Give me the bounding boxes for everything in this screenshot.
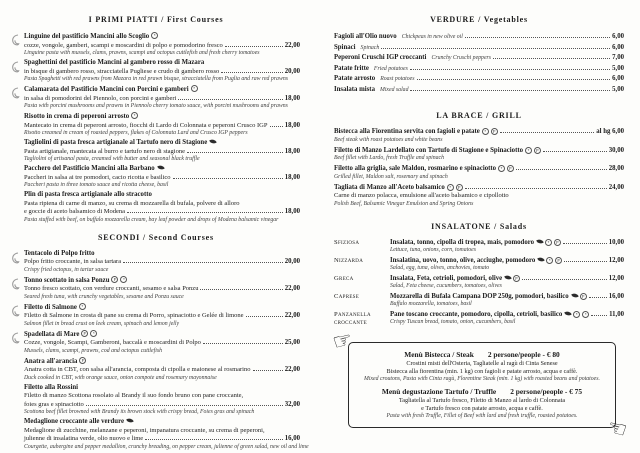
dotted-leader xyxy=(253,370,283,371)
veg-name-en: Chickpeas in new olive oil xyxy=(401,34,463,40)
dish-price: 30,00 xyxy=(608,146,624,154)
dish-desc: Filetto di Salmone in crosta di pane su crema di Porro, spinaciotto e Gelée di limone xyxy=(24,312,244,319)
salad-label: Caprese xyxy=(334,292,360,300)
dish-salmone xyxy=(12,303,300,328)
dish-desc: in bisque di gambero rosso, stracciatella Pugliese e crudo di gambero rosso xyxy=(24,67,220,75)
allergen-f-icon: F xyxy=(534,147,541,154)
frozen-icon: * xyxy=(525,147,532,154)
grill-item-fiorentina xyxy=(334,128,624,144)
menu-title: Menù degustazione Tartufo / Truffle xyxy=(381,387,497,396)
frozen-icon: * xyxy=(447,184,454,191)
dotted-leader xyxy=(200,289,282,290)
dish-desc: foies gras e spinaciotto xyxy=(24,400,84,408)
dish-name: Linguine del pastificio Mancini allo Scoglio xyxy=(24,33,150,40)
dish-desc-en: Polish Beef, Balsamic Vinegar Emulsion and Spring Onions xyxy=(334,200,474,207)
leaf-icon xyxy=(565,309,573,316)
dish-desc-en: Mussels, clams, scampi, prawns, cod and octopus cuttlefish xyxy=(24,347,162,354)
allergen-f-icon: F xyxy=(456,184,463,191)
dotted-leader xyxy=(564,261,606,262)
salad-price: 16,00 xyxy=(608,292,624,300)
dotted-leader xyxy=(86,405,283,406)
dish-name: Calamarata del Pastificio Mancini con Porcini e gamberi xyxy=(24,86,189,93)
veg-item xyxy=(334,43,624,54)
dish-desc-en: Courgette, aubergine and pepper medallion, crunchy breading, on pepper cream, julienne of green salad, new oil and lime xyxy=(24,443,309,450)
shrimp-icon xyxy=(11,86,20,98)
leaf-icon xyxy=(126,417,134,424)
section-title-salads: INSALATONE / Salads xyxy=(431,221,527,231)
shrimp-icon xyxy=(11,251,20,263)
dish-desc-line1: Medaglione di zucchine, melanzane e peperoni, impanatura croccante, su crema di peperoni, xyxy=(24,426,265,434)
dish-name: Tagliolini di pasta fresca artigianale al Tartufo nero di Stagione xyxy=(24,139,208,146)
allergen-f-icon: F xyxy=(507,165,514,172)
dish-name: Tonno scottato in salsa Ponzu xyxy=(24,276,110,284)
leaf-icon xyxy=(571,291,579,298)
dish-rossini xyxy=(12,384,300,417)
shrimp-icon xyxy=(11,331,20,343)
dotted-leader xyxy=(381,48,610,49)
set-menus-box xyxy=(330,326,630,444)
salad-desc-en: Crispy Tuscan bread, tomato, onion, cucumbers, basil xyxy=(390,319,516,325)
dish-name: Risotto in crema di peperoni arrosto xyxy=(24,113,130,120)
dish-desc: Tonno fresco scottato, con verdure croccanti, sesamo e salsa Ponzu xyxy=(24,285,199,292)
dish-price: 28,00 xyxy=(608,165,624,172)
dish-price: 18,00 xyxy=(284,121,300,129)
menu-line: e Tartufo fresco con patate arrosto, acqua e caffè. xyxy=(421,405,543,412)
salad-sfiziosa xyxy=(334,239,624,255)
dish-desc: Paccheri in salsa ai tre pomodori, cacio ricotta e basilico xyxy=(24,173,171,181)
dish-anatra xyxy=(12,357,300,382)
allergen-f-icon: F xyxy=(555,257,562,264)
frozen-icon: * xyxy=(582,311,589,318)
salad-label: Greca xyxy=(334,274,354,282)
salad-price: 11,00 xyxy=(609,310,624,318)
frozen-icon: * xyxy=(498,165,505,172)
veg-name-en: Mixed salad xyxy=(379,86,409,93)
menu-title: Menù Bistecca / Steak xyxy=(404,349,474,359)
dish-name: Filetto alla Rossini xyxy=(24,383,78,391)
salad-panzanella xyxy=(334,311,624,327)
dish-desc-en: Seared fresh tuna, with crunchy vegetables, sesame and Ponzu sauce xyxy=(24,293,184,300)
section-title-grill: LA BRACE / GRILL xyxy=(436,111,522,120)
dish-desc-en: Pasta Spaghetti with red prawns from Mazara in red prawn bisque, stracciatella from Puglia and raw red prawns xyxy=(24,76,288,82)
dish-spaghettini xyxy=(12,59,300,83)
veg-price: 6,00 xyxy=(612,33,624,40)
dish-price: 32,00 xyxy=(284,400,300,408)
dotted-leader xyxy=(410,69,610,70)
menu-tartufo xyxy=(361,387,603,421)
dish-price: 18,00 xyxy=(284,147,300,155)
dish-desc: Pasta artigianale, mantecata al burro e tartufo nero di stagione xyxy=(24,147,185,155)
dish-name: Plin di pasta fresca artigianale allo stracotto xyxy=(24,191,152,198)
veg-item xyxy=(334,85,624,96)
veg-name: Fagioli all'Olio nuovo xyxy=(334,33,397,40)
dotted-leader xyxy=(465,37,610,38)
grill-item-filetto-griglia xyxy=(334,165,624,181)
dish-price: 22,00 xyxy=(284,41,300,49)
menu-line-en: Pasta with fresh Truffle, Fillet of Beef with lard and fresh truffle, roasted potatoes. xyxy=(386,413,578,419)
dish-name: Tentacolo di Polpo fritto xyxy=(24,249,95,257)
dotted-leader xyxy=(178,99,282,100)
dish-desc: Mantecato in crema di peperoni arrosto, fiocchi di Lardo di Colonnata e peperoni Crusco IGP xyxy=(24,121,268,129)
menu-line: Bistecca alla fiorentina (min. 1 kg) con fagioli e patate arrosto, acqua e caffè. xyxy=(386,367,578,375)
dish-name: Filetto di Salmone xyxy=(24,303,77,311)
frozen-icon: * xyxy=(90,330,97,337)
allergen-f-icon: F xyxy=(580,293,587,300)
dish-pacchero xyxy=(12,165,300,189)
veg-name: Spinaci xyxy=(334,43,356,51)
dish-plin xyxy=(12,191,300,224)
allergen-f-icon: F xyxy=(81,330,88,337)
leaf-icon xyxy=(504,273,512,280)
pointing-hand-right-icon: ☞ xyxy=(330,326,356,356)
veg-price: 5,00 xyxy=(612,85,624,93)
veg-name: Patate fritte xyxy=(334,64,369,72)
dotted-leader xyxy=(173,178,283,179)
dish-name: Filetto alla griglia, sale Maldon, rosmarino e spinaciotto xyxy=(334,165,497,172)
salad-price: 12,00 xyxy=(608,274,624,282)
salad-price: 12,00 xyxy=(608,256,624,264)
menu-line: Crostini misti dell'Osteria, Tagliatelle al ragù di Cinta Senese xyxy=(406,359,558,367)
veg-item xyxy=(334,32,624,43)
dish-desc-en: Risotto creamed in cream of roasted peppers, flakes of Colonnata Lard and Crusco IGP peppers xyxy=(24,130,248,136)
dish-price: 20,00 xyxy=(284,67,300,75)
dish-desc: Polpo fritto croccante, in salsa tartara xyxy=(24,258,122,265)
allergen-f-icon: F xyxy=(513,275,520,282)
salad-label: Nizzarda xyxy=(334,256,364,264)
salad-price: 10,00 xyxy=(608,238,624,246)
dish-medaglione xyxy=(12,418,309,451)
frozen-icon: * xyxy=(131,112,138,119)
dish-desc: e goccie di aceto balsamico di Modena xyxy=(24,208,126,215)
frozen-icon: * xyxy=(120,276,127,283)
dish-desc-line1: Pasta ripiena di carne di manzo, su crema di mozzarella di bufala, polvere di alloro xyxy=(24,199,240,207)
section-title-primi: I PRIMI PIATTI / First Courses xyxy=(88,15,224,24)
allergen-f-icon: F xyxy=(79,357,86,364)
veg-name-en: Roast potatoes xyxy=(380,76,415,82)
frozen-icon: * xyxy=(573,311,580,318)
salad-caprese xyxy=(334,293,624,309)
dish-desc-en: Beef fillet with Lardo, fresh Truffle and spinach xyxy=(334,155,445,161)
dotted-leader xyxy=(127,212,283,213)
dish-tonno xyxy=(12,276,300,301)
veg-name: Patate arrosto xyxy=(334,75,376,82)
veg-item xyxy=(334,64,624,75)
dish-price: 24,00 xyxy=(608,183,624,191)
dotted-leader xyxy=(270,126,283,127)
dish-price: 22,00 xyxy=(284,312,300,319)
frozen-icon: * xyxy=(79,303,86,310)
dish-name: Medaglione croccante alle verdure xyxy=(24,418,124,425)
dotted-leader xyxy=(246,316,283,317)
dotted-leader xyxy=(465,188,607,189)
shrimp-icon xyxy=(11,304,20,316)
menu-line-en: Mixed croutons, Pasta with Cinta ragù, Florentine Steak (min. 1 kg) with roasted beans and potatoes. xyxy=(364,375,600,382)
menu-people-price: 2 persone/people - € 75 xyxy=(510,387,583,396)
dish-desc-en: Salmon fillet in bread crust on leek cream, spinach and lemon jelly xyxy=(24,320,180,327)
frozen-icon: * xyxy=(482,128,489,135)
shrimp-icon xyxy=(11,60,20,72)
dotted-leader xyxy=(563,243,607,244)
dish-price: 22,00 xyxy=(284,285,300,292)
dish-price: 25,00 xyxy=(284,339,300,346)
menu-line: Tagliatella al Tartufo fresco, Filetto di Manzo al lardo di Colonnata xyxy=(398,397,566,404)
dotted-leader xyxy=(543,151,607,152)
leaf-icon xyxy=(157,164,165,171)
salad-nizzarda xyxy=(334,257,624,273)
menu-people-price: 2 persone/people - € 80 xyxy=(487,349,560,359)
leaf-icon xyxy=(538,255,546,262)
allergen-f-icon: F xyxy=(111,276,118,283)
dotted-leader xyxy=(145,439,283,440)
salad-desc-en: Buffalo mozzarella, tomatoes, basil xyxy=(390,301,472,307)
frozen-icon: * xyxy=(545,239,552,246)
dish-price: 22,00 xyxy=(284,366,300,373)
allergen-f-icon: F xyxy=(554,239,561,246)
dish-name: Bistecca alla Fiorentina servita con fagioli e patate xyxy=(334,128,480,135)
dish-name: Pacchero del Pastificio Mancini alla Barbano xyxy=(24,165,155,172)
salad-greca xyxy=(334,275,624,291)
dish-desc: in salsa di pomodorini del Piennolo, con porcini e gamberi xyxy=(24,94,177,102)
dish-desc-en: Linguine pasta with mussels, clams, prawns, scampi and octopus cuttlefish and fresh cherry tomatoes xyxy=(24,50,260,56)
dish-desc-en: Crispy fried octopus, in tartar sauce xyxy=(24,266,109,273)
salad-label: Panzanella croccante xyxy=(334,310,371,326)
pointing-hand-left-icon: ☜ xyxy=(604,414,630,444)
right-column xyxy=(322,0,640,453)
dish-desc-en: Beef steak with roast potatoes and white beans xyxy=(334,136,443,143)
dotted-leader xyxy=(225,46,283,47)
shrimp-icon xyxy=(11,33,20,45)
dotted-leader xyxy=(522,279,607,280)
dish-price: 16,00 xyxy=(284,435,300,442)
salad-desc-en: Salad, egg, tuna, olives, anchovies, tomato xyxy=(390,265,490,271)
dish-price: 18,00 xyxy=(284,208,300,215)
dotted-leader xyxy=(591,315,607,316)
dish-desc-en: Pasta with porcini mushrooms and prawns in Piennolo cherry tomato sauce, with porcini mushrooms and prawns xyxy=(24,103,288,109)
veg-price: 6,00 xyxy=(612,75,624,82)
leaf-icon xyxy=(536,237,544,244)
dish-desc: Anatra cotta in CBT, con salsa all'arancia, composta di cipolla e maionese al rosmarino xyxy=(24,366,251,373)
veg-name-en: Crunchy Cruschi peppers xyxy=(431,55,492,61)
allergen-f-icon: F xyxy=(491,128,498,135)
dish-linguine xyxy=(12,32,300,57)
dotted-leader xyxy=(221,72,282,73)
veg-price: 7,00 xyxy=(612,54,624,61)
dish-tagliolini xyxy=(12,139,300,163)
veg-price: 5,00 xyxy=(612,64,624,72)
grill-item-filetto-lardellato xyxy=(334,147,624,163)
menu-bistecca xyxy=(361,350,603,384)
dish-desc-en: Tagliolini of artisanal pasta, creamed with butter and seasonal black truffle xyxy=(24,156,200,162)
salad-desc: Pane toscano croccante, pomodoro, cipolla, cetrioli, basilico xyxy=(390,310,563,318)
veg-price: 6,00 xyxy=(612,43,624,51)
dish-desc-en: Duck cooked in CBT, with orange sauce, onion compote and rosemary mayonnaise xyxy=(24,374,217,381)
salad-desc-en: Lettuce, tuna, onions, corn, tomatoes xyxy=(390,247,476,253)
dish-name: Anatra all'arancia xyxy=(24,357,78,365)
salad-desc: Insalatina, uovo, tonno, olive, acciughe, pomodoro xyxy=(390,256,536,264)
dish-name: Tagliata di Manzo all'Aceto balsamico xyxy=(334,183,445,191)
dish-price: 18,00 xyxy=(284,173,300,181)
dotted-leader xyxy=(589,297,607,298)
dish-tentacolo xyxy=(12,250,300,274)
salad-desc: Insalata, Feta, cetrioli, pomodori, olive xyxy=(390,274,503,282)
dish-desc: Cozze, vongole, Scampi, Gamberoni, baccalà e moscardini di Polpo xyxy=(24,339,201,346)
veg-item xyxy=(334,53,624,64)
dish-desc: cozze, vongole, gamberi, scampi e moscardini di polpo e pomodorino fresco xyxy=(24,41,223,49)
dish-calamarata xyxy=(12,85,300,110)
dish-desc-en: Scottona beef fillet browned with Brandy its brown stock with crispy bread, Foies gras and spinach xyxy=(24,409,255,415)
dotted-leader xyxy=(417,79,611,80)
dish-desc-line1: Filetto di manzo Scottona rosolato al Brandy il suo fondo bruno con pane croccante, xyxy=(24,392,244,399)
dish-price: al hg 6,00 xyxy=(596,128,624,135)
dish-desc: Carne di manzo polacca, emulsione all'aceto balsamico e cipollotto xyxy=(334,192,509,199)
salad-desc-en: Salad, Feta cheese, cucumbers, tomatoes, olives xyxy=(390,283,502,289)
dotted-leader xyxy=(410,90,610,91)
veg-name: Insalata mista xyxy=(334,85,375,93)
dotted-leader xyxy=(187,152,283,153)
frozen-icon: * xyxy=(546,257,553,264)
dish-risotto xyxy=(12,112,300,137)
dish-spadellata xyxy=(12,330,300,355)
veg-name-en: Fried potatoes xyxy=(373,65,408,72)
dotted-leader xyxy=(493,58,610,59)
veg-item xyxy=(334,74,624,85)
dotted-leader xyxy=(516,169,607,170)
dish-desc-en: Grilled fillet, Maldon salt, rosemary and spinach xyxy=(334,173,448,180)
dotted-leader xyxy=(123,262,283,263)
section-title-secondi: SECONDI / Second Courses xyxy=(98,232,214,242)
dish-name: Spadellata di Mare xyxy=(24,330,80,338)
dish-desc: julienne di insalatina verde, olio nuovo e lime xyxy=(24,435,144,442)
dish-desc-en: Paccheri pasta in three tomato sauce and ricotta cheese, basil xyxy=(24,182,169,188)
leaf-icon xyxy=(209,138,217,145)
dish-price: 20,00 xyxy=(284,258,300,265)
veg-name-en: Spinach xyxy=(360,44,380,51)
dish-name: Spaghettini del pastificio Mancini al gambero rosso di Mazara xyxy=(24,59,205,66)
salad-desc: Mozzarella di Bufala Campana DOP 250g, pomodori, basilico xyxy=(390,292,569,300)
section-title-verdure: VERDURE / Vegetables xyxy=(430,15,528,24)
salad-label: Sfiziosa xyxy=(334,238,360,246)
dish-price: 18,00 xyxy=(284,94,300,102)
frozen-icon: * xyxy=(151,32,158,39)
frozen-icon: * xyxy=(191,85,198,92)
shrimp-icon xyxy=(11,277,20,289)
salad-desc: Insalata, tonno, cipolla di tropea, mais, pomodoro xyxy=(390,238,535,246)
grill-item-tagliata xyxy=(334,184,624,208)
veg-name: Peperoni Cruschi IGP croccanti xyxy=(334,54,427,61)
dish-name: Filetto di Manzo Lardellato con Tartufo di Stagione e Spinaciotto xyxy=(334,146,523,154)
dotted-leader xyxy=(203,343,283,344)
dotted-leader xyxy=(500,132,594,133)
dish-desc-en: Pasta stuffed with beef, on buffalo mozzarella cream, bay leaf powder and drops of Modena balsamic vinegar xyxy=(24,216,279,223)
